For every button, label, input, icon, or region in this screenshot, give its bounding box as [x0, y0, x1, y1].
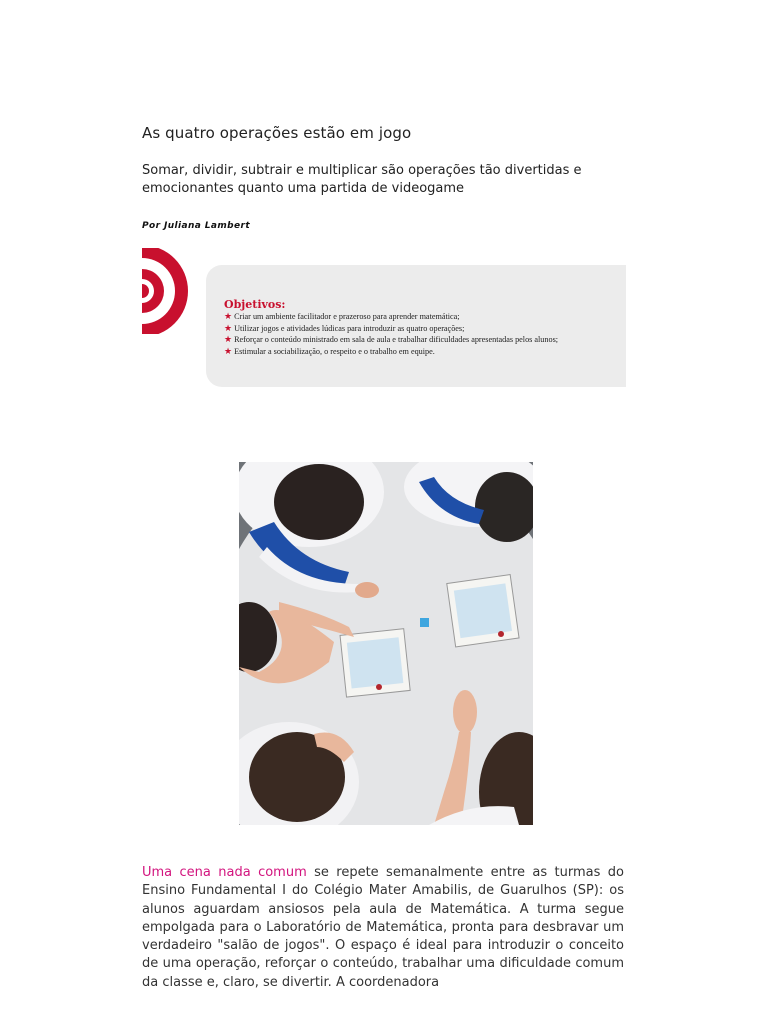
article-photo [239, 462, 533, 825]
objective-item: ★ Estimular a sociabilização, o respeito e o trabalho em equipe. [224, 345, 435, 356]
objectives-list [224, 311, 624, 357]
objectives-box [206, 265, 626, 387]
objective-item: ★ Utilizar jogos e atividades lúdicas para introduzir as quatro operações; [224, 322, 465, 333]
objective-item: ★ Criar um ambiente facilitador e prazeroso para aprender matemática; [224, 311, 460, 321]
lead-phrase: Uma cena nada comum [142, 865, 307, 880]
red-star-icon: ★ [224, 334, 233, 344]
red-star-icon: ★ [224, 322, 233, 333]
body-paragraph: se repete semanalmente entre as turmas do Ensino Fundamental I do Colégio Mater Amabilis, de Guarulhos (SP): os alunos aguardam ansiosos pela aula de Matemática. A turma segue empolgada para o Laboratório de Matemática, pronta para desbravar um verdadeiro "salão de jogos". O espaço é ideal para introduzir o conceito de uma operação, reforçar o conteúdo, trabalhar uma dificuldade comum da classe e, claro, se divertir. A coordenadora [142, 865, 624, 990]
article-subtitle: Somar, dividir, subtrair e multiplicar são operações tão divertidas e emocionantes quanto uma partida de videogame [142, 163, 582, 196]
target-logo [142, 248, 188, 334]
red-star-icon: ★ [224, 311, 233, 321]
article-byline: Por Juliana Lambert [142, 221, 251, 231]
article-title: As quatro operações estão em jogo [142, 124, 412, 142]
article-body [142, 864, 624, 992]
red-star-icon: ★ [224, 345, 233, 356]
objectives-heading: Objetivos: [224, 298, 286, 311]
objective-item: ★ Reforçar o conteúdo ministrado em sala de aula e trabalhar dificuldades apresentadas pelos alunos; [224, 334, 559, 344]
